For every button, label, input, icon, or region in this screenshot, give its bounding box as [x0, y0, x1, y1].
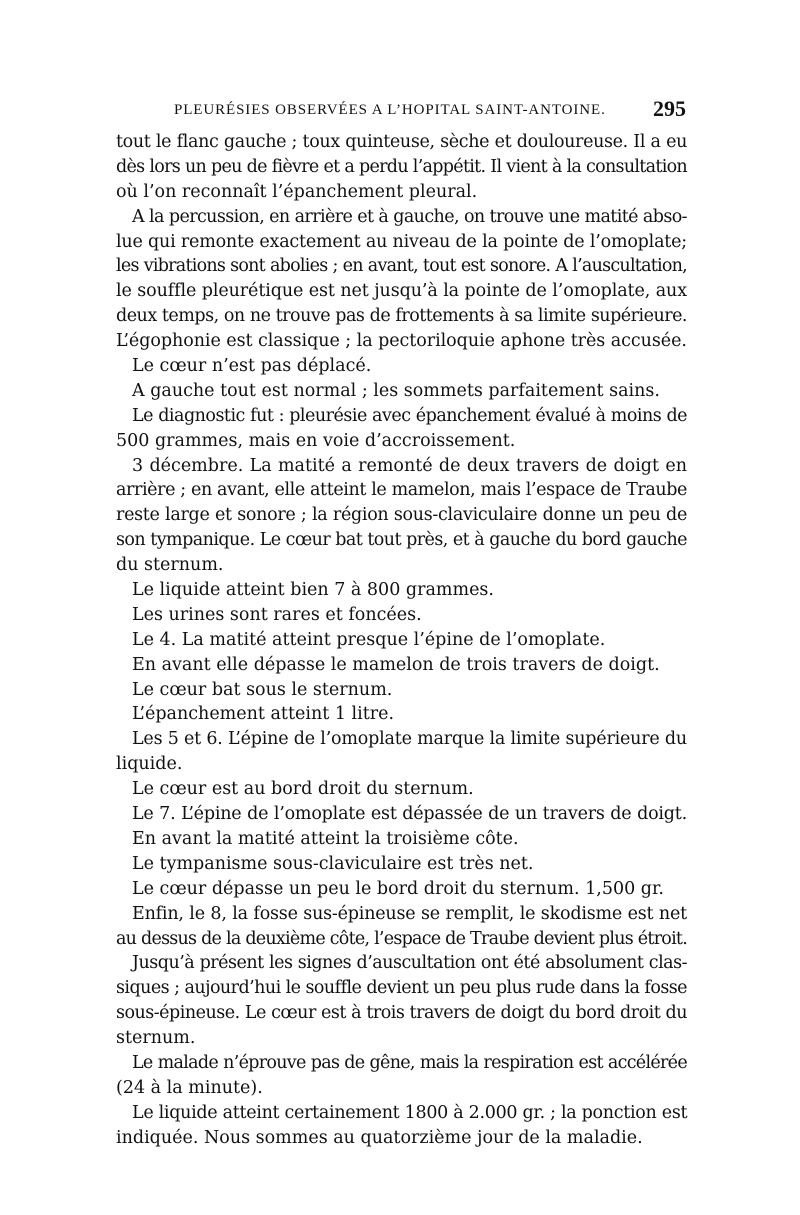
- text-line: Le liquide atteint bien 7 à 800 grammes.: [132, 580, 494, 601]
- text-line: L’égophonie est classique ; la pectoriloquie aphone très accusée.: [116, 331, 687, 352]
- text-line: sternum.: [116, 1028, 196, 1049]
- text-line: 500 grammes, mais en voie d’accroissement.: [116, 430, 516, 451]
- text-line: 3 décembre. La matité a remonté de deux travers de doigt en: [132, 455, 687, 476]
- text-line: L’épanchement atteint 1 litre.: [132, 704, 395, 725]
- text-line: Le cœur bat sous le sternum.: [132, 679, 393, 700]
- text-line: où l’on reconnaît l’épanchement pleural.: [116, 181, 478, 202]
- text-line: Le 7. L’épine de l’omoplate est dépassée de un travers de doigt.: [132, 804, 687, 825]
- text-line: Le cœur n’est pas déplacé.: [132, 356, 372, 377]
- running-title: PLEURÉSIES OBSERVÉES A L’HOPITAL SAINT-ANTOINE.: [174, 102, 606, 118]
- text-line: Le 4. La matité atteint presque l’épine de l’omoplate.: [132, 629, 606, 650]
- text-line: tout le flanc gauche ; toux quinteuse, sèche et douloureuse. Il a eu: [116, 132, 687, 152]
- text-line: reste large et sonore ; la région sous-claviculaire donne un peu de: [116, 505, 687, 526]
- page-number: 295: [653, 96, 686, 121]
- text-line: Jusqu’à présent les signes d’auscultation ont été absolument clas-: [132, 953, 687, 974]
- text-line: indiquée. Nous sommes au quatorzième jour de la maladie.: [116, 1127, 643, 1148]
- text-line: A gauche tout est normal ; les sommets parfaitement sains.: [132, 380, 660, 401]
- text-line: Les urines sont rares et foncées.: [132, 604, 422, 625]
- text-line: dès lors un peu de fièvre et a perdu l’appétit. Il vient à la consultation: [116, 156, 687, 177]
- text-line: siques ; aujourd’hui le souffle devient un peu plus rude dans la fosse: [116, 978, 687, 999]
- text-line: Enfin, le 8, la fosse sus-épineuse se remplit, le skodisme est net: [132, 903, 687, 924]
- text-line: Le liquide atteint certainement 1800 à 2.000 gr. ; la ponction est: [132, 1102, 688, 1123]
- text-line: (24 à la minute).: [116, 1077, 263, 1098]
- text-line: Le cœur est au bord droit du sternum.: [132, 779, 474, 800]
- text-line: Les 5 et 6. L’épine de l’omoplate marque la limite supérieure du: [132, 729, 687, 750]
- text-line: du sternum.: [116, 555, 224, 576]
- text-line: sous-épineuse. Le cœur est à trois travers de doigt du bord droit du: [116, 1003, 687, 1024]
- text-line: A la percussion, en arrière et à gauche, on trouve une matité abso-: [132, 206, 687, 227]
- text-line: Le cœur dépasse un peu le bord droit du sternum. 1,500 gr.: [132, 878, 664, 899]
- text-line: arrière ; en avant, elle atteint le mamelon, mais l’espace de Traube: [116, 480, 687, 501]
- text-line: Le tympanisme sous-claviculaire est très net.: [132, 853, 534, 874]
- text-line: liquide.: [116, 754, 183, 775]
- text-line: le souffle pleurétique est net jusqu’à la pointe de l’omoplate, aux: [116, 281, 687, 302]
- running-head: [174, 98, 686, 122]
- text-line: lue qui remonte exactement au niveau de la pointe de l’omoplate;: [116, 231, 687, 252]
- text-line: les vibrations sont abolies ; en avant, tout est sonore. A l’auscultation,: [116, 256, 687, 277]
- text-line: En avant elle dépasse le mamelon de trois travers de doigt.: [132, 654, 660, 675]
- text-line: son tympanique. Le cœur bat tout près, et à gauche du bord gauche: [116, 530, 687, 551]
- text-line: deux temps, on ne trouve pas de frottements à sa limite supérieure.: [116, 306, 687, 327]
- body-text: [116, 130, 687, 1151]
- text-line: Le malade n’éprouve pas de gêne, mais la respiration est accélérée: [132, 1052, 687, 1073]
- text-line: En avant la matité atteint la troisième côte.: [132, 828, 519, 849]
- text-line: au dessus de la deuxième côte, l’espace de Traube devient plus étroit.: [116, 928, 688, 949]
- text-line: Le diagnostic fut : pleurésie avec épanchement évalué à moins de: [132, 405, 687, 426]
